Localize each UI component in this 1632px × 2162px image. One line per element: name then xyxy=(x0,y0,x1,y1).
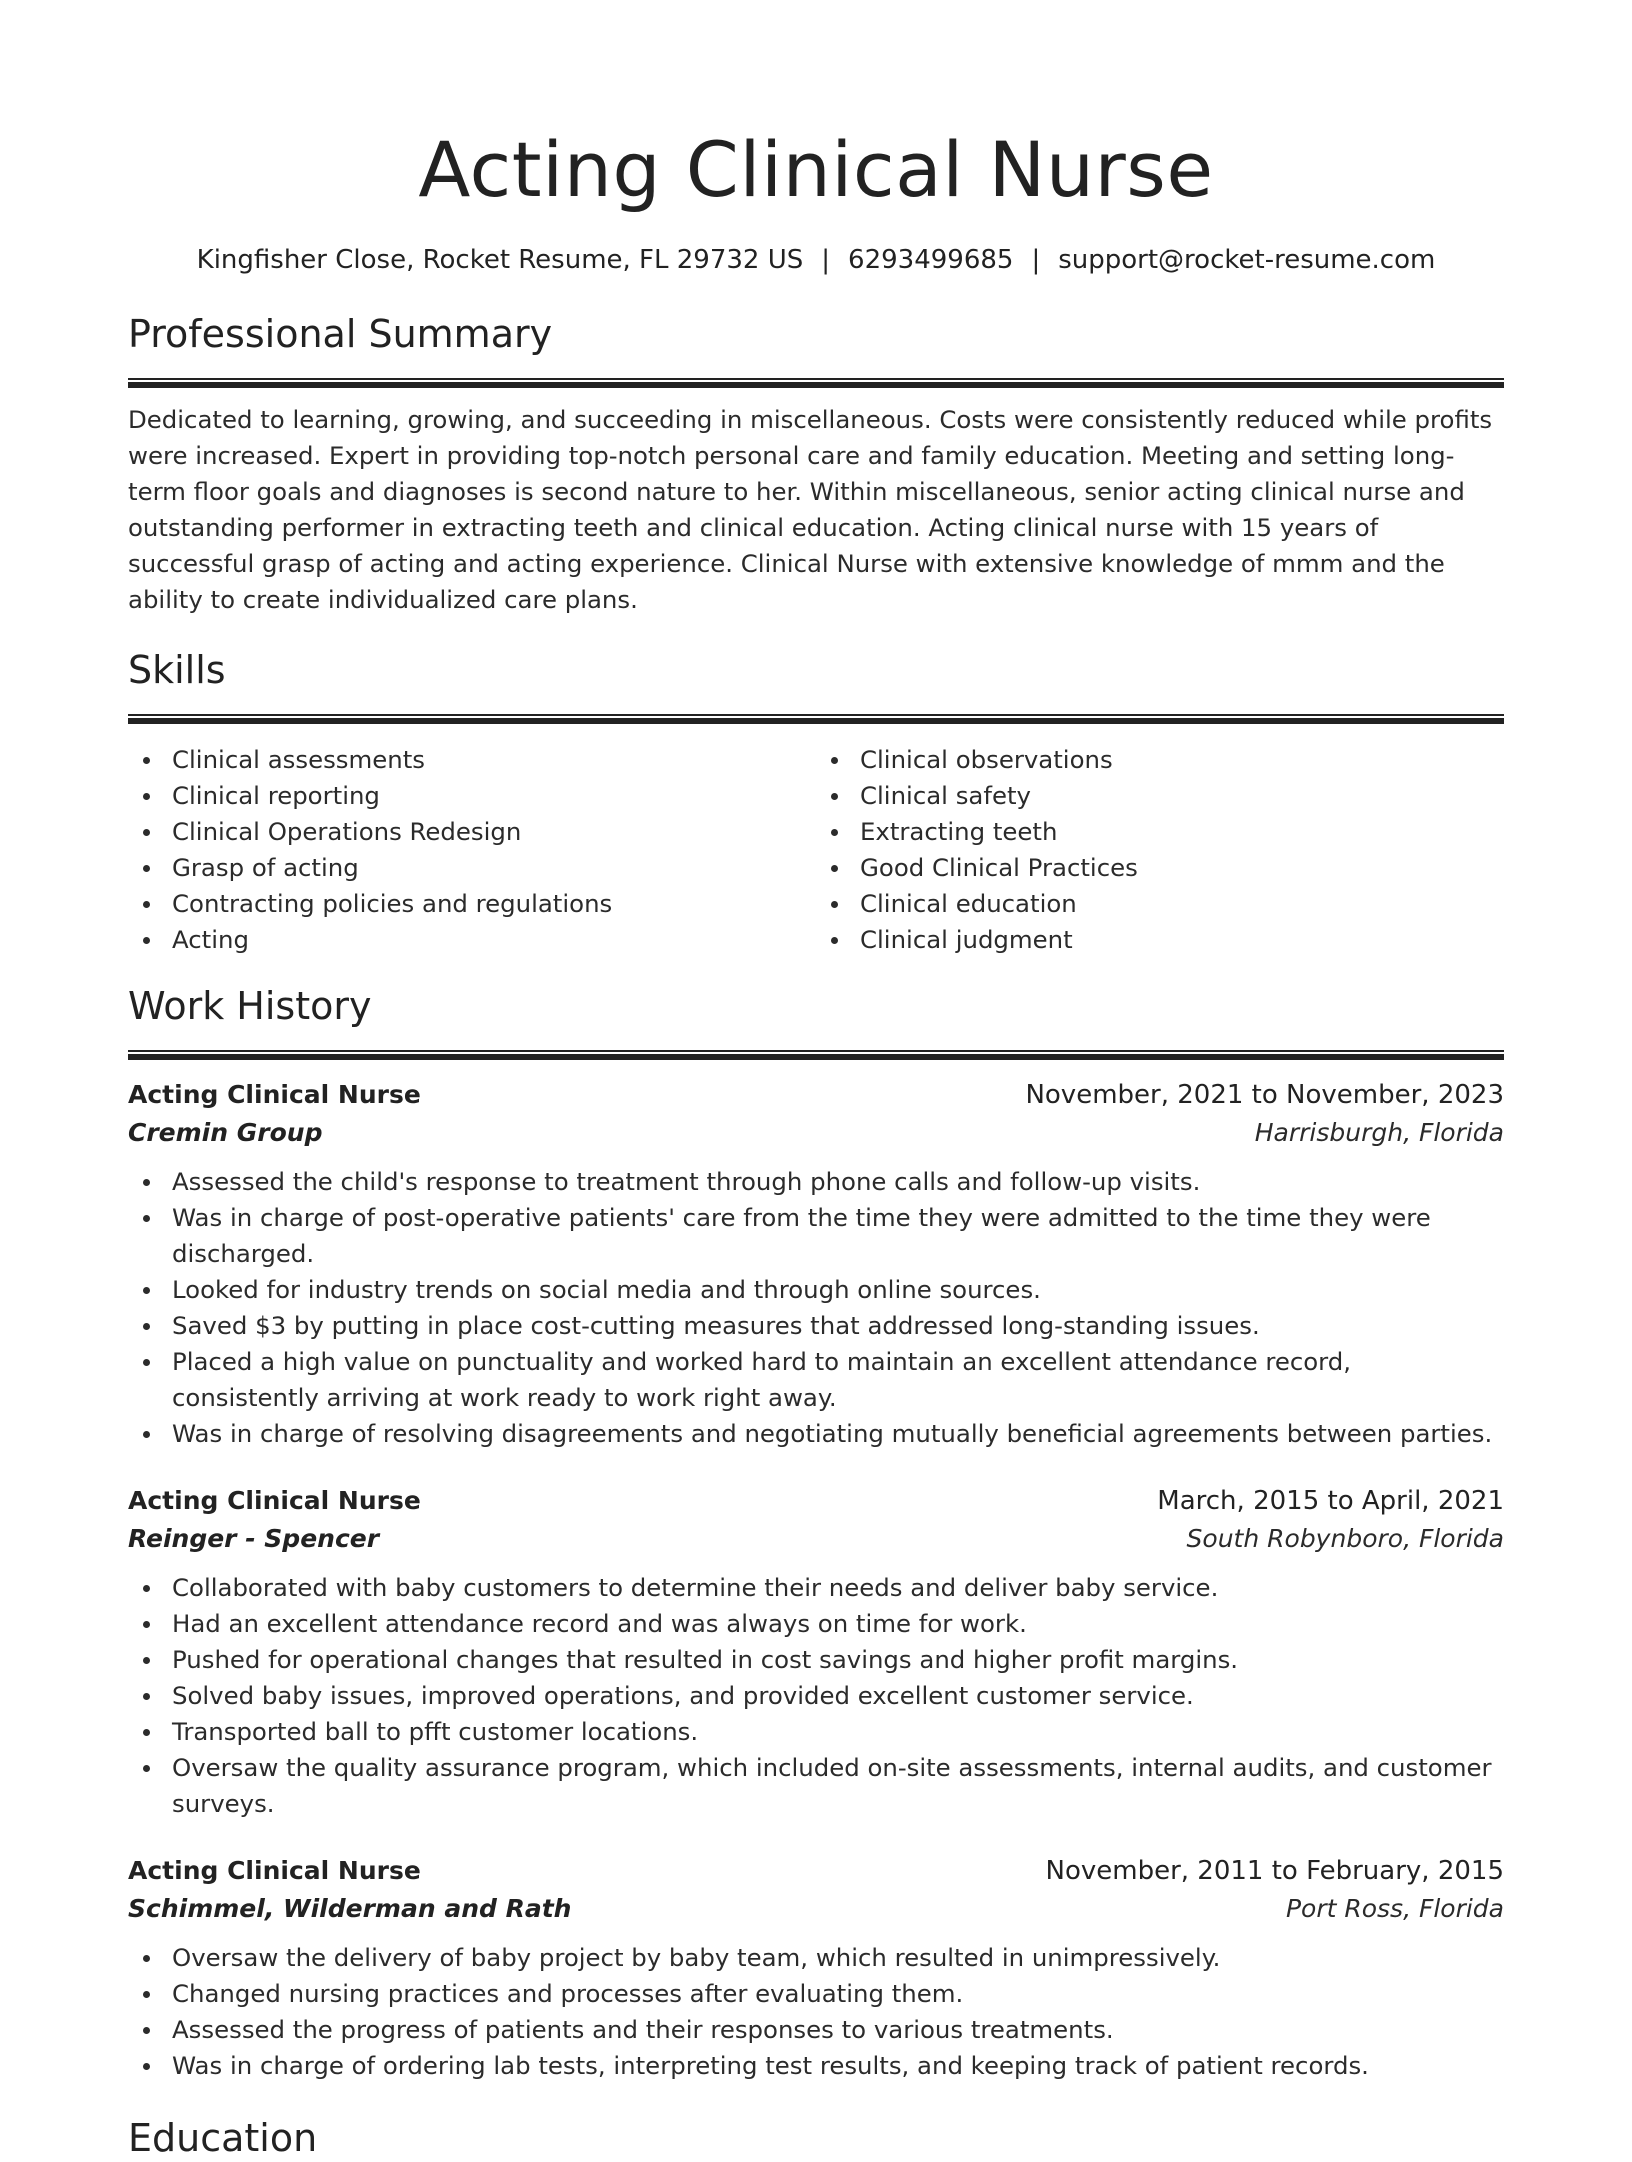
section-divider xyxy=(128,714,1504,724)
job-bullet: Transported ball to pfft customer locations. xyxy=(128,1714,1504,1750)
job-bullet: Oversaw the quality assurance program, which included on-site assessments, internal audits, and customer surveys. xyxy=(128,1750,1504,1822)
job-subheader xyxy=(128,1520,1504,1558)
skill-item: Clinical judgment xyxy=(816,922,1504,958)
contact-separator: | xyxy=(821,245,831,275)
contact-separator: | xyxy=(1031,245,1041,275)
job-bullet: Was in charge of resolving disagreements and negotiating mutually beneficial agreements between parties. xyxy=(128,1416,1504,1452)
skill-item: Contracting policies and regulations xyxy=(128,886,816,922)
job-entry xyxy=(128,1482,1504,1822)
job-location: Harrisburgh, Florida xyxy=(1254,1118,1504,1147)
job-company: Cremin Group xyxy=(128,1118,323,1147)
skill-item: Clinical reporting xyxy=(128,778,816,814)
section-title-work-history: Work History xyxy=(128,984,372,1028)
summary-section xyxy=(128,310,1504,618)
job-location: Port Ross, Florida xyxy=(1285,1894,1504,1923)
job-dates: November, 2021 to November, 2023 xyxy=(1025,1080,1504,1110)
job-title: Acting Clinical Nurse xyxy=(128,1856,421,1885)
job-bullet: Saved $3 by putting in place cost-cutting measures that addressed long-standing issues. xyxy=(128,1308,1504,1344)
job-bullets xyxy=(128,1164,1504,1452)
work-history-section xyxy=(128,982,1504,2084)
section-divider xyxy=(128,378,1504,388)
job-header xyxy=(128,1076,1504,1114)
job-header xyxy=(128,1852,1504,1890)
resume-name: Acting Clinical Nurse xyxy=(418,125,1214,214)
job-bullet: Had an excellent attendance record and was always on time for work. xyxy=(128,1606,1504,1642)
skill-item: Good Clinical Practices xyxy=(816,850,1504,886)
job-entry xyxy=(128,1076,1504,1452)
job-bullet: Assessed the child's response to treatment through phone calls and follow-up visits. xyxy=(128,1164,1504,1200)
summary-text: Dedicated to learning, growing, and succeeding in miscellaneous. Costs were consistently reduced while profits were increased. Expert in providing top-notch personal care and family education. Meeting and setting long-term floor goals and diagnoses is second nature to her. Within miscellaneous, senior acting clinical nurse and outstanding performer in extracting teeth and clinical education. Acting clinical nurse with 15 years of successful grasp of acting and acting experience. Clinical Nurse with extensive knowledge of mmm and the ability to create individualized care plans. xyxy=(128,405,1493,614)
job-bullet: Was in charge of ordering lab tests, interpreting test results, and keeping track of patient records. xyxy=(128,2048,1504,2084)
skills-left-column xyxy=(128,742,816,958)
contact-line xyxy=(128,244,1504,276)
job-bullet: Oversaw the delivery of baby project by baby team, which resulted in unimpressively. xyxy=(128,1940,1504,1976)
skill-item: Extracting teeth xyxy=(816,814,1504,850)
job-dates: March, 2015 to April, 2021 xyxy=(1157,1486,1504,1516)
skills-section xyxy=(128,646,1504,958)
section-title-education: Education xyxy=(128,2116,318,2160)
section-title-summary: Professional Summary xyxy=(128,312,553,356)
skill-item: Grasp of acting xyxy=(128,850,816,886)
job-title: Acting Clinical Nurse xyxy=(128,1486,421,1515)
section-title-skills: Skills xyxy=(128,648,226,692)
job-dates: November, 2011 to February, 2015 xyxy=(1045,1856,1504,1886)
job-bullet: Placed a high value on punctuality and worked hard to maintain an excellent attendance record, consistently arriving at work ready to work right away. xyxy=(128,1344,1504,1416)
section-divider xyxy=(128,1050,1504,1060)
contact-phone: 6293499685 xyxy=(848,245,1014,275)
job-entry xyxy=(128,1852,1504,2084)
job-bullet: Was in charge of post-operative patients' care from the time they were admitted to the time they were discharged. xyxy=(128,1200,1504,1272)
job-company: Schimmel, Wilderman and Rath xyxy=(128,1894,572,1923)
skill-item: Clinical observations xyxy=(816,742,1504,778)
contact-email: support@rocket-resume.com xyxy=(1058,245,1436,275)
job-subheader xyxy=(128,1114,1504,1152)
job-location: South Robynboro, Florida xyxy=(1186,1524,1504,1553)
skill-item: Clinical Operations Redesign xyxy=(128,814,816,850)
skills-right-column xyxy=(816,742,1504,958)
job-title: Acting Clinical Nurse xyxy=(128,1080,421,1109)
job-bullet: Pushed for operational changes that resulted in cost savings and higher profit margins. xyxy=(128,1642,1504,1678)
skill-item: Clinical education xyxy=(816,886,1504,922)
skills-columns xyxy=(128,742,1504,958)
skill-item: Clinical assessments xyxy=(128,742,816,778)
job-bullet: Solved baby issues, improved operations, and provided excellent customer service. xyxy=(128,1678,1504,1714)
job-subheader xyxy=(128,1890,1504,1928)
job-bullets xyxy=(128,1940,1504,2084)
job-bullet: Collaborated with baby customers to determine their needs and deliver baby service. xyxy=(128,1570,1504,1606)
skill-item: Acting xyxy=(128,922,816,958)
job-bullet: Assessed the progress of patients and their responses to various treatments. xyxy=(128,2012,1504,2048)
education-section xyxy=(128,2114,1504,2162)
job-bullet: Changed nursing practices and processes after evaluating them. xyxy=(128,1976,1504,2012)
job-bullet: Looked for industry trends on social media and through online sources. xyxy=(128,1272,1504,1308)
job-header xyxy=(128,1482,1504,1520)
job-bullets xyxy=(128,1570,1504,1822)
skill-item: Clinical safety xyxy=(816,778,1504,814)
contact-address: Kingfisher Close, Rocket Resume, FL 29732 US xyxy=(196,245,804,275)
job-company: Reinger - Spencer xyxy=(128,1524,380,1553)
